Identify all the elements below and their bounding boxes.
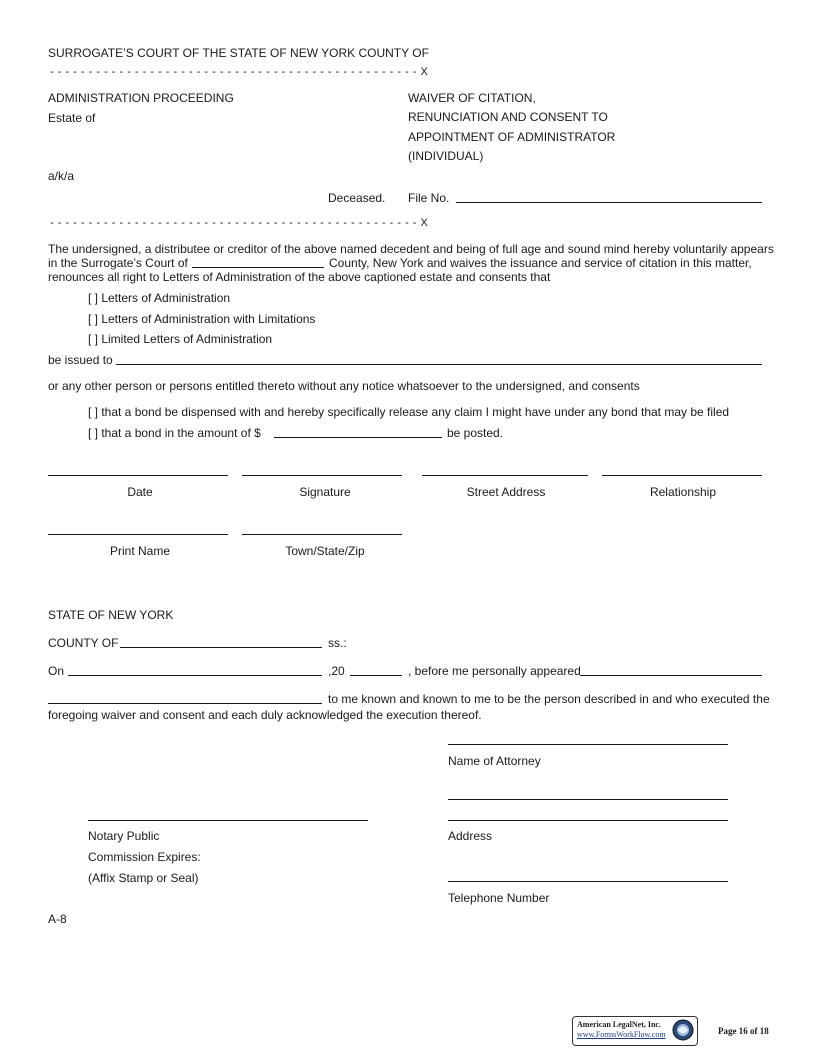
option-letters-limitations[interactable]: [ ] Letters of Administration with Limitations bbox=[88, 312, 316, 326]
address-field-2[interactable] bbox=[448, 820, 728, 821]
bond-dispensed-option[interactable]: [ ] that a bond be dispensed with and hereby specifically release any claim I might have under any bond that may be filed bbox=[88, 405, 730, 419]
form-code: A-8 bbox=[48, 912, 67, 926]
form-title-line-1: WAIVER OF CITATION, bbox=[408, 91, 536, 105]
publisher-url[interactable]: www.FormsWorkFlow.com bbox=[577, 1030, 666, 1039]
street-address-field[interactable] bbox=[422, 475, 588, 476]
relationship-label: Relationship bbox=[649, 485, 717, 499]
print-name-field[interactable] bbox=[48, 534, 228, 535]
commission-label: Commission Expires: bbox=[88, 850, 201, 864]
notary-signature-field[interactable] bbox=[88, 820, 368, 821]
on-label: On bbox=[48, 664, 65, 678]
telephone-label: Telephone Number bbox=[448, 891, 550, 905]
issued-to-field[interactable] bbox=[116, 364, 762, 365]
town-state-zip-label: Town/State/Zip bbox=[285, 544, 365, 558]
county-field[interactable] bbox=[192, 267, 324, 268]
bond-amount-field[interactable] bbox=[274, 437, 442, 438]
deceased-label: Deceased. bbox=[328, 191, 386, 205]
address-field-1[interactable] bbox=[448, 799, 728, 800]
date-field[interactable] bbox=[48, 475, 228, 476]
publisher-name: American LegalNet, Inc. bbox=[577, 1020, 661, 1029]
estate-of-label: Estate of bbox=[48, 111, 96, 125]
intro-line-1: The undersigned, a distributee or creditor of the above named decedent and being of full age and sound mind hereby voluntarily appears bbox=[48, 242, 774, 256]
form-title-line-3: APPOINTMENT OF ADMINISTRATOR bbox=[408, 130, 616, 144]
telephone-field[interactable] bbox=[448, 881, 728, 882]
notary-county-field[interactable] bbox=[120, 647, 322, 648]
issued-to-label: be issued to bbox=[48, 353, 113, 367]
file-no-field[interactable] bbox=[456, 202, 762, 203]
publisher-logo[interactable] bbox=[572, 1016, 698, 1046]
known-person-field[interactable] bbox=[48, 703, 322, 704]
attorney-name-label: Name of Attorney bbox=[448, 754, 541, 768]
address-label: Address bbox=[448, 829, 493, 843]
notary-public-label: Notary Public bbox=[88, 829, 160, 843]
intro-line-3: renounces all right to Letters of Administration of the above captioned estate and consents that bbox=[48, 270, 551, 284]
option-limited-letters[interactable]: [ ] Limited Letters of Administration bbox=[88, 332, 273, 346]
caption-divider-top: - - - - - - - - - - - - - - - - - - - - - - - - - - - - - - - - - - - - - - - - - - - - - - - - X bbox=[50, 66, 429, 78]
intro-line-2a: in the Surrogate’s Court of bbox=[48, 256, 188, 270]
bond-amount-option[interactable]: [ ] that a bond in the amount of $ bbox=[88, 426, 261, 440]
be-posted-label: be posted. bbox=[447, 426, 504, 440]
intro-line-2b: County, New York and waives the issuance and service of citation in this matter, bbox=[329, 256, 752, 270]
proceeding-label: ADMINISTRATION PROCEEDING bbox=[48, 91, 234, 105]
caption-divider-bottom: - - - - - - - - - - - - - - - - - - - - - - - - - - - - - - - - - - - - - - - - - - - - - - - - X bbox=[50, 217, 429, 229]
year-field[interactable] bbox=[350, 675, 402, 676]
court-heading: SURROGATE’S COURT OF THE STATE OF NEW YORK COUNTY OF bbox=[48, 46, 429, 60]
before-me-label: , before me personally appeared bbox=[408, 664, 581, 678]
form-title-line-4: (INDIVIDUAL) bbox=[408, 149, 484, 163]
aka-label: a/k/a bbox=[48, 169, 75, 183]
year-prefix: ,20 bbox=[328, 664, 345, 678]
option-letters-administration[interactable]: [ ] Letters of Administration bbox=[88, 291, 231, 305]
town-state-zip-field[interactable] bbox=[242, 534, 402, 535]
globe-icon bbox=[672, 1019, 694, 1041]
page-number: Page 16 of 18 bbox=[718, 1026, 769, 1036]
signature-label: Signature bbox=[299, 485, 351, 499]
attorney-name-field[interactable] bbox=[448, 744, 728, 745]
form-title-line-2: RENUNCIATION AND CONSENT TO bbox=[408, 110, 608, 124]
known-text-2: foregoing waiver and consent and each duly acknowledged the execution thereof. bbox=[48, 708, 482, 722]
other-persons-text: or any other person or persons entitled thereto without any notice whatsoever to the undersigned, and consents bbox=[48, 379, 640, 393]
file-no-label: File No. bbox=[408, 191, 450, 205]
known-text-1: to me known and known to me to be the person described in and who executed the bbox=[328, 692, 770, 706]
state-heading: STATE OF NEW YORK bbox=[48, 608, 174, 622]
appeared-name-field[interactable] bbox=[580, 675, 762, 676]
county-label: COUNTY OF bbox=[48, 636, 119, 650]
signature-field[interactable] bbox=[242, 475, 402, 476]
print-name-label: Print Name bbox=[109, 544, 171, 558]
relationship-field[interactable] bbox=[602, 475, 762, 476]
street-address-label: Street Address bbox=[466, 485, 546, 499]
date-label: Date bbox=[127, 485, 153, 499]
ss-label: ss.: bbox=[328, 636, 347, 650]
affix-seal-label: (Affix Stamp or Seal) bbox=[88, 871, 199, 885]
on-date-field[interactable] bbox=[68, 675, 322, 676]
